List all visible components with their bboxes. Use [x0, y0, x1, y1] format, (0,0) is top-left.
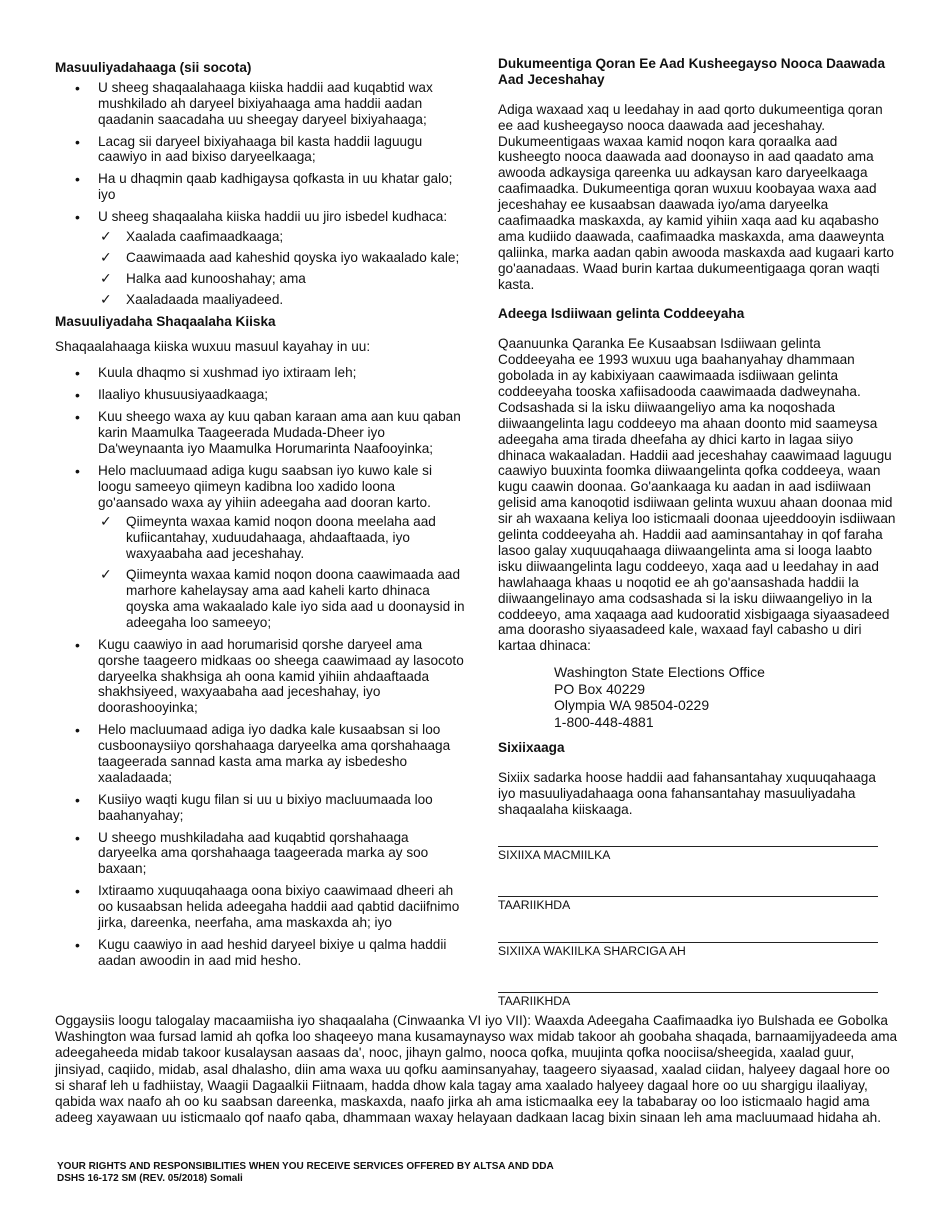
list-item: [55, 209, 467, 307]
checklist-item: ✓ Qiimeynta waxaa kamid noqon doona meelaha aad kufiicantahay, xuduudahaaga, ahdaaftaada, iyo waxyaabaha aad jeceshahay.: [100, 513, 436, 562]
case-worker-responsibilities-list: [55, 365, 467, 968]
list-item: • Kugu caawiyo in aad horumarisid qorshe daryeel ama qorshe taageero midkaas oo sheega caawimaad ay lasocoto daryeelka shakhsiga ah oona kamid yihiin ahdaaftaada shakhsiyeed, waxyaabaha aad jeceshahay, iyo doorashooyinka;: [55, 637, 467, 716]
checklist-item: ✓ Xaaladaada maaliyadeed.: [100, 290, 284, 307]
left-column: [55, 60, 467, 975]
advance-directive-heading: Dukumeentiga Qoran Ee Aad Kusheegayso Nooca Daawada Aad Jeceshahay: [498, 56, 886, 87]
case-worker-intro: Shaqaalahaaga kiiska wuxuu masuul kayahay in uu:: [55, 339, 371, 355]
checkmark-icon: ✓: [100, 228, 112, 245]
voter-registration-heading: Adeega Isdiiwaan gelinta Coddeeyaha: [498, 306, 745, 322]
list-item: • Kugu caawiyo in aad heshid daryeel bixiye u qalma haddii aadan awoodin in aad mid hesho.: [55, 937, 467, 969]
client-signature-line[interactable]: SIXIIXA MACMIILKA: [498, 846, 878, 866]
change-checklist: [98, 229, 467, 308]
checkmark-icon: ✓: [100, 513, 112, 530]
checklist-item: ✓ Halka aad kunooshahay; ama: [100, 269, 306, 286]
footer-title: YOUR RIGHTS AND RESPONSIBILITIES WHEN YOU RECEIVE SERVICES OFFERED BY ALTSA AND DDA: [57, 1161, 554, 1172]
signature-block: [498, 830, 896, 1012]
list-item: [55, 463, 467, 631]
client-responsibilities-list: [55, 80, 467, 308]
list-item: • Helo macluumaad adiga iyo dadka kale kusaabsan si loo cusboonaysiiyo qorshahaaga daryeelka ama qorshahaaga taageerada sannad kasta ama marka ay isbedesho xaaladaada;: [55, 722, 467, 786]
checkmark-icon: ✓: [100, 269, 112, 286]
checkmark-icon: ✓: [100, 248, 112, 265]
checklist-item: ✓ Qiimeynta waxaa kamid noqon doona caawimaada aad marhore kahelaysay ama aad kaheli karto dhinaca qoyska ama wakaalado kale iyo sida aad u doonaysid in adeegaha loo sameeyo;: [100, 566, 465, 630]
list-item: • Kusiiyo waqti kugu filan si uu u bixiyo macluumaada loo baahanyahay;: [55, 792, 467, 824]
checklist-item: ✓ Xaalada caafimaadkaaga;: [100, 228, 284, 245]
checklist-item: ✓ Caawimaada aad kaheshid qoyska iyo wakaalado kale;: [100, 248, 460, 265]
list-item-text: Helo macluumaad adiga kugu saabsan iyo kuwo kale si loogu sameeyo qiimeyn kadibna loo xadido loona go'aansado waxa ay yihiin adeegaha aad dooran karto.: [98, 462, 432, 510]
list-item-text: U sheeg shaqaalaha kiiska haddii uu jiro isbedel kudhaca:: [98, 209, 448, 225]
list-item: • U sheego mushkiladaha aad kuqabtid qorshahaaga daryeelka ama qorshahaaga taageerada marka ay soo baxaan;: [55, 830, 467, 878]
address-phone: 1-800-448-4881: [554, 713, 654, 730]
signature-heading: Sixiixaaga: [498, 740, 565, 756]
nondiscrimination-notice: Oggaysiis loogu talogalay macaamiisha iyo shaqaalaha (Cinwaanka VI iyo VII): Waaxda Adeegaha Caafimaadka iyo Bulshada ee Gobolka Washington waa fursad lamid ah qofka loo shaqeeyo mana kusamaynayso wax midab takoor ah goobaha shaqada, barnaamijyadeeda ama adeegaheeda midab takoor kusalaysan aasaas da', nooc, jihayn galmo, nooca qofka, muujinta qofka noociisa/sheegida, xaalad guur, jinsiyad, caqiido, midab, asal dhalasho, diin ama waxa uu qofku aaminsanyahay, taageero siyaasad, xaalad ciidan, halyeey dagaal hore oo si sharaf leh u fadhiistay, Waagii Dagaalkii Fiitnaam, hadda dhow kala tagay ama xaalado halyeey dagaal hore oo uu shargigu ilaaliyay, qabida wax naafo ah oo ku saabsan dareenka, maskaxda, naafo jirka ah ama isticmaalka eey la tababaray oo loo isticmaalo hagid ama adeeg xayawaan uu isticmaalo qof naafo qaba, dhammaan waxay helayaan dadkaan lacag bixin sinaan leh ama macluumaad hidaha ah.: [55, 1013, 898, 1126]
list-item: • Ha u dhaqmin qaab kadhigaysa qofkasta in uu khatar galo; iyo: [55, 171, 467, 203]
list-item: • Kuu sheego waxa ay kuu qaban karaan ama aan kuu qaban karin Maamulka Taageerada Mudada-Dheer iyo Da'weynaanta iyo Maamulka Horumarinta Naafooyinka;: [55, 409, 467, 457]
advance-directive-paragraph: Adiga waxaad xaq u leedahay in aad qorto dukumeentiga qoran ee aad kusheegayso nooca daawada aad jeceshahay. Dukumeentigaas waxaa kamid noqon kara qoraalka aad kusheegto nooca daawada aad doonayso in aad qaadato ama awooda adkaysiga qareenka uu adkaysan karo daryeelkaaga caafimaadka. Dukumeentiga qoran wuxuu koobayaa waxa aad jeceshahay ee kusaabsan daawada iyo/ama daryeelka caafimaadka maskaxda, ay kamid yihiin xaqa aad ku aqabasho ama kudiido daawada, caafimaadka maskaxda, ama daaweynta qaliinka, marka aadan qabin awooda maskaxda aad kugaari karto go'aanadaas. Waad burin kartaa dukumeentigaaga qoran waqti kasta.: [498, 101, 894, 292]
representative-date-line[interactable]: TAARIIKHDA: [498, 992, 878, 1012]
list-item: • Ilaaliyo khusuusiyaadkaaga;: [55, 387, 467, 403]
right-column: [498, 56, 896, 1012]
assessment-checklist: [98, 514, 467, 630]
address-line: Olympia WA 98504-0229: [554, 697, 710, 714]
checkmark-icon: ✓: [100, 290, 112, 307]
document-footer: [57, 1161, 554, 1185]
voter-registration-paragraph: Qaanuunka Qaranka Ee Kusaabsan Isdiiwaan gelinta Coddeeyaha ee 1993 wuxuu uga baahanyahay dhammaan gobolada in ay kabixiyaan caawimaada isdiiwaan gelinta coddeeyaha tooska xafiisadooda caawimaada dadweynaha. Codsashada si la isku diiwaangeliyo ama ka noqoshada diiwaangelinta lagu coddeeyo ma ahaan doonto mid saameysa adeegaha ama tirada dheefaha ay dhici karto in lagaa siiyo dhinaca wakaaladan. Haddii aad jeceshahay caawimaad laguugu caawiyo buuxinta foomka diiwaangelinta qofka coddeeya, waan kugu caawin doonaa. Go'aankaaga ku aadan in aad isdiiwaan gelisid ama kanoqotid isdiiwaan gelinta wuxuu ahaan doonaa mid sir ah waxaana keliya loo isticmaali doonaa ujeeddooyin isdiiwaan gelinta coddeeyaha ah. Haddii aad aaminsantahay in qof faraha lasoo galay xuquuqahaaga diiwaangelinta ama si looga laabto isku diiwaangelinta lagu coddeeyo, xaqa aad u leedahay in aad hawlahaaga khaas u noqotid ee ah go'aansashada haddii la diiwaangelinayo ama codsashada si la isku diiwaangeliyo in la coddeeyo, ama xaqaaga aad kudooratid xisbigaaga siyaasadeed ama doorasho siyaasadeed kale, waxaad fayl cabasho u diri kartaa dhinaca:: [498, 336, 896, 654]
list-item: • Ixtiraamo xuquuqahaaga oona bixiyo caawimaad dheeri ah oo kusaabsan helida adeegaha haddii aad qabtid daciifnimo jirka, dareenka, neerfaha, ama maskaxda ah; iyo: [55, 883, 467, 931]
legal-representative-signature-line[interactable]: SIXIIXA WAKIILKA SHARCIGA AH: [498, 942, 878, 962]
responsibilities-continued-heading: Masuuliyadahaaga (sii socota): [55, 60, 252, 75]
list-item: • Lacag sii daryeel bixiyahaaga bil kasta haddii laguugu caawiyo in aad bixiso daryeelkaaga;: [55, 134, 467, 166]
address-line: PO Box 40229: [554, 680, 646, 697]
signature-instructions: Sixiix sadarka hoose haddii aad fahansantahay xuquuqahaaga iyo masuuliyadahaaga oona fahansantahay masuuliyadaha shaqaalaha kiiskaaga.: [498, 770, 876, 817]
list-item: • U sheeg shaqaalahaaga kiiska haddii aad kuqabtid wax mushkilado ah daryeel bixiyahaaga ama haddii aadan qaadanin saacadaha uu sheegay daryeel bixiyahaaga;: [55, 80, 467, 128]
client-date-line[interactable]: TAARIIKHDA: [498, 896, 878, 916]
list-item: • Kuula dhaqmo si xushmad iyo ixtiraam leh;: [55, 365, 467, 381]
case-worker-responsibilities-heading: Masuuliyadaha Shaqaalaha Kiiska: [55, 313, 276, 329]
address-line: Washington State Elections Office: [554, 664, 765, 681]
elections-office-address: [554, 664, 896, 730]
form-number: DSHS 16-172 SM (REV. 05/2018) Somali: [57, 1173, 243, 1184]
checkmark-icon: ✓: [100, 566, 112, 583]
